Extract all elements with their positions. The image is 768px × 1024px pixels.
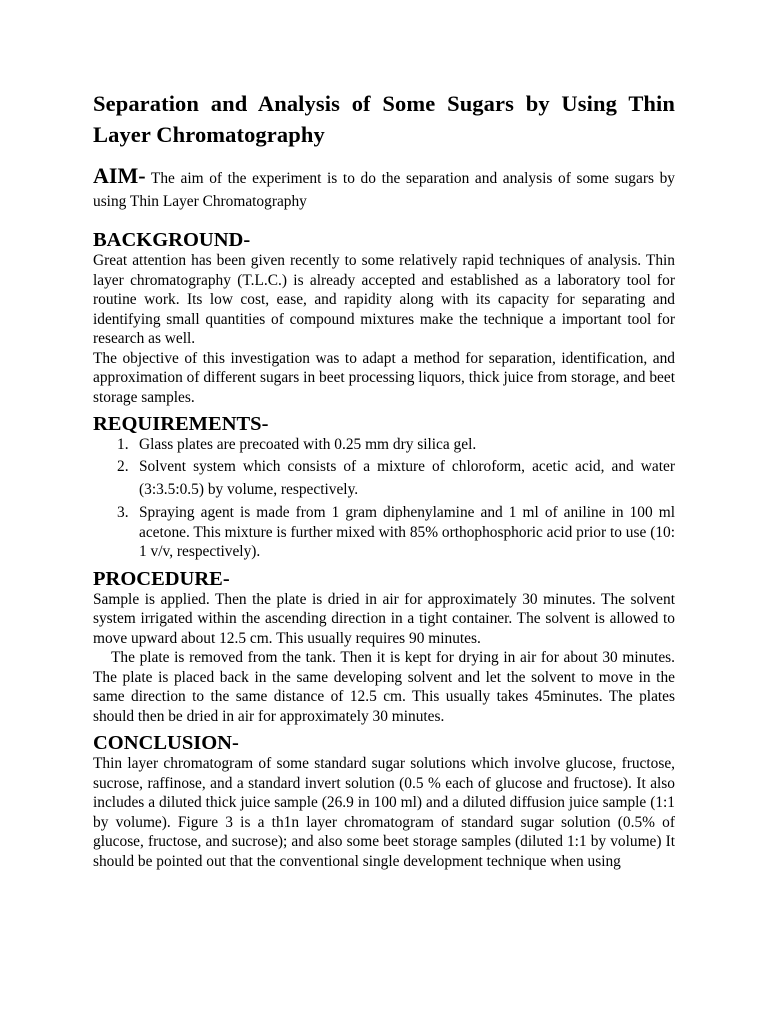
conclusion-heading: CONCLUSION-: [93, 732, 239, 754]
requirement-item: [93, 435, 675, 455]
requirement-text: Solvent system which consists of a mixture of chloroform, acetic acid, and water (3:3.5:0.5) by volume, respectively.: [139, 458, 675, 498]
aim-label: AIM-: [93, 163, 146, 188]
aim-section: [93, 164, 675, 213]
document-page: [93, 88, 675, 871]
background-paragraph-1: Great attention has been given recently to some relatively rapid techniques of analysis. Thin layer chromatography (T.L.C.) is already accepted and established as a laboratory tool for routine work. Its low cost, ease, and rapidity along with its capacity for separating and identifying small quantities of compound mixtures make the technique a important tool for research as well.: [93, 252, 675, 347]
requirements-list: [93, 435, 675, 562]
document-title: Separation and Analysis of Some Sugars by Using Thin Layer Chromatography: [93, 91, 675, 147]
background-paragraph-2: The objective of this investigation was to adapt a method for separation, identification, and approximation of different sugars in beet processing liquors, thick juice from storage, and beet storage samples.: [93, 349, 675, 406]
requirement-item: [93, 503, 675, 562]
background-heading: BACKGROUND-: [93, 229, 251, 251]
procedure-paragraph-2: The plate is removed from the tank. Then it is kept for drying in air for about 30 minutes. The plate is placed back in the same developing solvent and let the solvent to move in the same direction to the same distance of 12.5 cm. This usually takes 45minutes. The plates should then be dried in air for approximately 30 minutes.: [93, 649, 675, 725]
requirement-item: [93, 455, 675, 501]
requirement-number: 2.: [117, 458, 129, 475]
procedure-paragraph-1: Sample is applied. Then the plate is dried in air for approximately 30 minutes. The solvent system irrigated within the ascending direction in a tight container. The solvent is allowed to move upward about 12.5 cm. This usually requires 90 minutes.: [93, 590, 675, 647]
conclusion-paragraph: Thin layer chromatogram of some standard sugar solutions which involve glucose, fructose, sucrose, raffinose, and a standard invert solution (0.5 % each of glucose and fructose). It also includes a diluted thick juice sample (26.9 in 100 ml) and a diluted diffusion juice sample (1:1 by volume). Figure 3 is a th1n layer chromatogram of standard sugar solution (0.5% of glucose, fructose, and sucrose); and also some beet storage samples (diluted 1:1 by volume) It should be pointed out that the conventional single development technique when using: [93, 755, 675, 870]
requirement-number: 1.: [117, 436, 129, 453]
aim-text: The aim of the experiment is to do the separation and analysis of some sugars by using Thin Layer Chromatography: [93, 170, 675, 210]
procedure-heading: PROCEDURE-: [93, 567, 230, 590]
requirements-heading: REQUIREMENTS-: [93, 413, 269, 435]
requirement-number: 3.: [117, 504, 129, 521]
requirement-text: Glass plates are precoated with 0.25 mm dry silica gel.: [139, 436, 477, 453]
requirement-text: Spraying agent is made from 1 gram diphenylamine and 1 ml of aniline in 100 ml acetone. This mixture is further mixed with 85% orthophosphoric acid prior to use (10: 1 v/v, respectively).: [139, 504, 675, 560]
